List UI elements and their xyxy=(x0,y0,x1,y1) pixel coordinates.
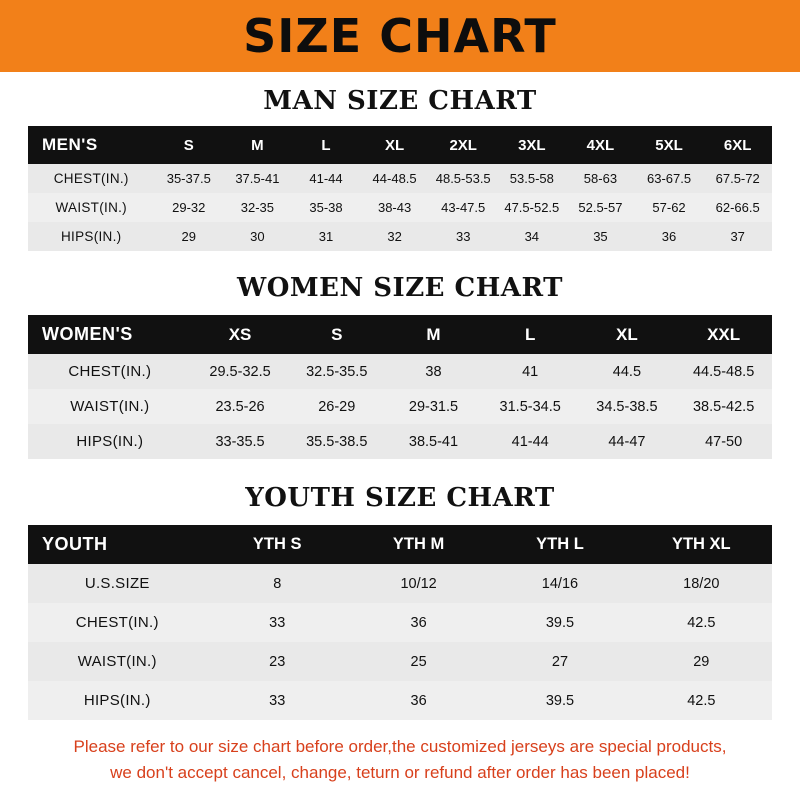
table-row xyxy=(28,193,772,222)
table-cell: 29 xyxy=(181,229,196,244)
table-row xyxy=(28,222,772,251)
column-header: XXL xyxy=(707,324,741,344)
table-cell: 52.5-57 xyxy=(578,200,623,215)
table-row xyxy=(28,424,772,459)
table-cell: 32 xyxy=(387,229,402,244)
column-header: YTH XL xyxy=(671,535,731,553)
table-row xyxy=(28,164,772,193)
table-cell: 62-66.5 xyxy=(715,200,760,215)
section-youth-size-chart xyxy=(0,459,800,720)
table-cell: 29.5-32.5 xyxy=(209,363,271,380)
table-cell: 33-35.5 xyxy=(215,433,265,450)
table-header-row xyxy=(28,126,772,164)
table-cell: 10/12 xyxy=(400,575,437,592)
table-cell: 44.5-48.5 xyxy=(692,363,755,380)
table-cell: 23.5-26 xyxy=(215,398,265,415)
youth-size-table xyxy=(28,525,772,720)
banner-rail-left xyxy=(0,0,6,72)
row-label: U.S.SIZE xyxy=(84,575,150,592)
column-header: XL xyxy=(616,324,638,344)
section-title-youth: YOUTH SIZE CHART xyxy=(245,483,555,513)
banner-rail-right xyxy=(794,0,800,72)
table-cell: 33 xyxy=(269,692,286,709)
row-label: WAIST(IN.) xyxy=(77,653,157,670)
table-cell: 36 xyxy=(410,692,427,709)
table-header-row xyxy=(28,525,772,564)
table-cell: 35-37.5 xyxy=(166,171,211,186)
row-label: HIPS(IN.) xyxy=(76,433,144,450)
column-header: 5XL xyxy=(655,136,683,154)
table-cell: 31 xyxy=(318,229,334,244)
table-cell: 32-35 xyxy=(240,200,274,215)
women-size-table xyxy=(28,315,772,459)
table-cell: 29-32 xyxy=(172,200,206,215)
table-cell: 31.5-34.5 xyxy=(499,398,561,415)
column-header: YTH M xyxy=(392,535,445,553)
table-cell: 29 xyxy=(693,653,710,670)
table-cell: 39.5 xyxy=(545,692,575,709)
row-label: CHEST(IN.) xyxy=(75,614,159,631)
table-cell: 41-44 xyxy=(511,433,549,450)
column-header: L xyxy=(524,324,536,344)
row-label: WAIST(IN.) xyxy=(70,398,150,415)
column-header: M xyxy=(426,324,441,344)
table-cell: 34.5-38.5 xyxy=(596,398,658,415)
table-cell: 35-38 xyxy=(309,200,343,215)
table-cell: 57-62 xyxy=(652,200,686,215)
column-header: 6XL xyxy=(723,136,752,154)
table-row xyxy=(28,564,772,603)
table-cell: 44-48.5 xyxy=(372,171,417,186)
table-cell: 42.5 xyxy=(687,692,716,709)
row-label: CHEST(IN.) xyxy=(53,171,129,186)
column-header: WOMEN'S xyxy=(42,324,133,344)
table-cell: 35 xyxy=(593,229,608,244)
page-title: SIZE CHART xyxy=(243,9,557,63)
column-header: L xyxy=(321,136,331,154)
table-cell: 58-63 xyxy=(583,171,618,186)
table-cell: 33 xyxy=(269,614,286,631)
section-man-size-chart xyxy=(0,72,800,251)
footer-line-1: Please refer to our size chart before order,the customized jerseys are special products, xyxy=(73,737,727,756)
section-title-man: MAN SIZE CHART xyxy=(263,86,537,116)
table-cell: 25 xyxy=(410,653,427,670)
table-cell: 38.5-42.5 xyxy=(692,398,755,415)
table-cell: 33 xyxy=(455,229,471,244)
table-cell: 48.5-53.5 xyxy=(435,171,491,186)
column-header: YTH S xyxy=(252,535,302,553)
row-label: HIPS(IN.) xyxy=(61,229,122,244)
table-cell: 44.5 xyxy=(612,363,642,380)
table-cell: 30 xyxy=(250,229,265,244)
section-women-size-chart xyxy=(0,251,800,459)
table-header-row xyxy=(28,315,772,354)
table-row xyxy=(28,681,772,720)
table-cell: 18/20 xyxy=(683,575,720,592)
table-cell: 38-43 xyxy=(377,200,412,215)
table-row xyxy=(28,354,772,389)
table-row xyxy=(28,642,772,681)
column-header: S xyxy=(183,136,194,154)
row-label: WAIST(IN.) xyxy=(55,200,127,215)
table-cell: 37.5-41 xyxy=(235,171,280,186)
table-cell: 41 xyxy=(522,363,539,380)
table-cell: 53.5-58 xyxy=(509,171,554,186)
table-cell: 37 xyxy=(730,229,745,244)
table-cell: 41-44 xyxy=(309,171,343,186)
table-cell: 14/16 xyxy=(541,575,579,592)
table-cell: 23 xyxy=(269,653,286,670)
table-cell: 42.5 xyxy=(687,614,716,631)
table-cell: 8 xyxy=(273,575,282,592)
table-cell: 43-47.5 xyxy=(441,200,486,215)
table-cell: 47-50 xyxy=(705,433,743,450)
header-banner xyxy=(0,0,800,72)
column-header: 3XL xyxy=(518,136,546,154)
section-title-women: WOMEN SIZE CHART xyxy=(237,273,563,303)
table-row xyxy=(28,603,772,642)
row-label: HIPS(IN.) xyxy=(83,692,151,709)
column-header: XS xyxy=(228,324,252,344)
table-cell: 47.5-52.5 xyxy=(504,200,560,215)
table-cell: 36 xyxy=(661,229,677,244)
row-label: CHEST(IN.) xyxy=(68,363,152,380)
table-cell: 39.5 xyxy=(545,614,575,631)
table-cell: 67.5-72 xyxy=(715,171,760,186)
table-cell: 29-31.5 xyxy=(408,398,459,415)
men-size-table xyxy=(28,126,772,251)
table-row xyxy=(28,389,772,424)
column-header: 4XL xyxy=(586,136,615,154)
column-header: XL xyxy=(385,136,405,154)
table-cell: 38 xyxy=(425,363,442,380)
column-header: YTH L xyxy=(536,535,584,553)
column-header: M xyxy=(251,136,264,154)
table-cell: 36 xyxy=(410,614,427,631)
table-cell: 44-47 xyxy=(608,433,646,450)
column-header: 2XL xyxy=(449,136,477,154)
footer-line-2: we don't accept cancel, change, teturn or refund after order has been placed! xyxy=(110,762,690,782)
footer-disclaimer xyxy=(0,720,800,801)
table-cell: 32.5-35.5 xyxy=(306,363,368,380)
table-cell: 63-67.5 xyxy=(646,171,692,186)
column-header: YOUTH xyxy=(42,534,108,554)
column-header: S xyxy=(331,324,343,344)
table-cell: 26-29 xyxy=(318,398,356,415)
column-header: MEN'S xyxy=(42,135,98,154)
table-cell: 34 xyxy=(524,229,540,244)
table-cell: 38.5-41 xyxy=(408,433,459,450)
table-cell: 27 xyxy=(551,653,569,670)
table-cell: 35.5-38.5 xyxy=(306,433,368,450)
